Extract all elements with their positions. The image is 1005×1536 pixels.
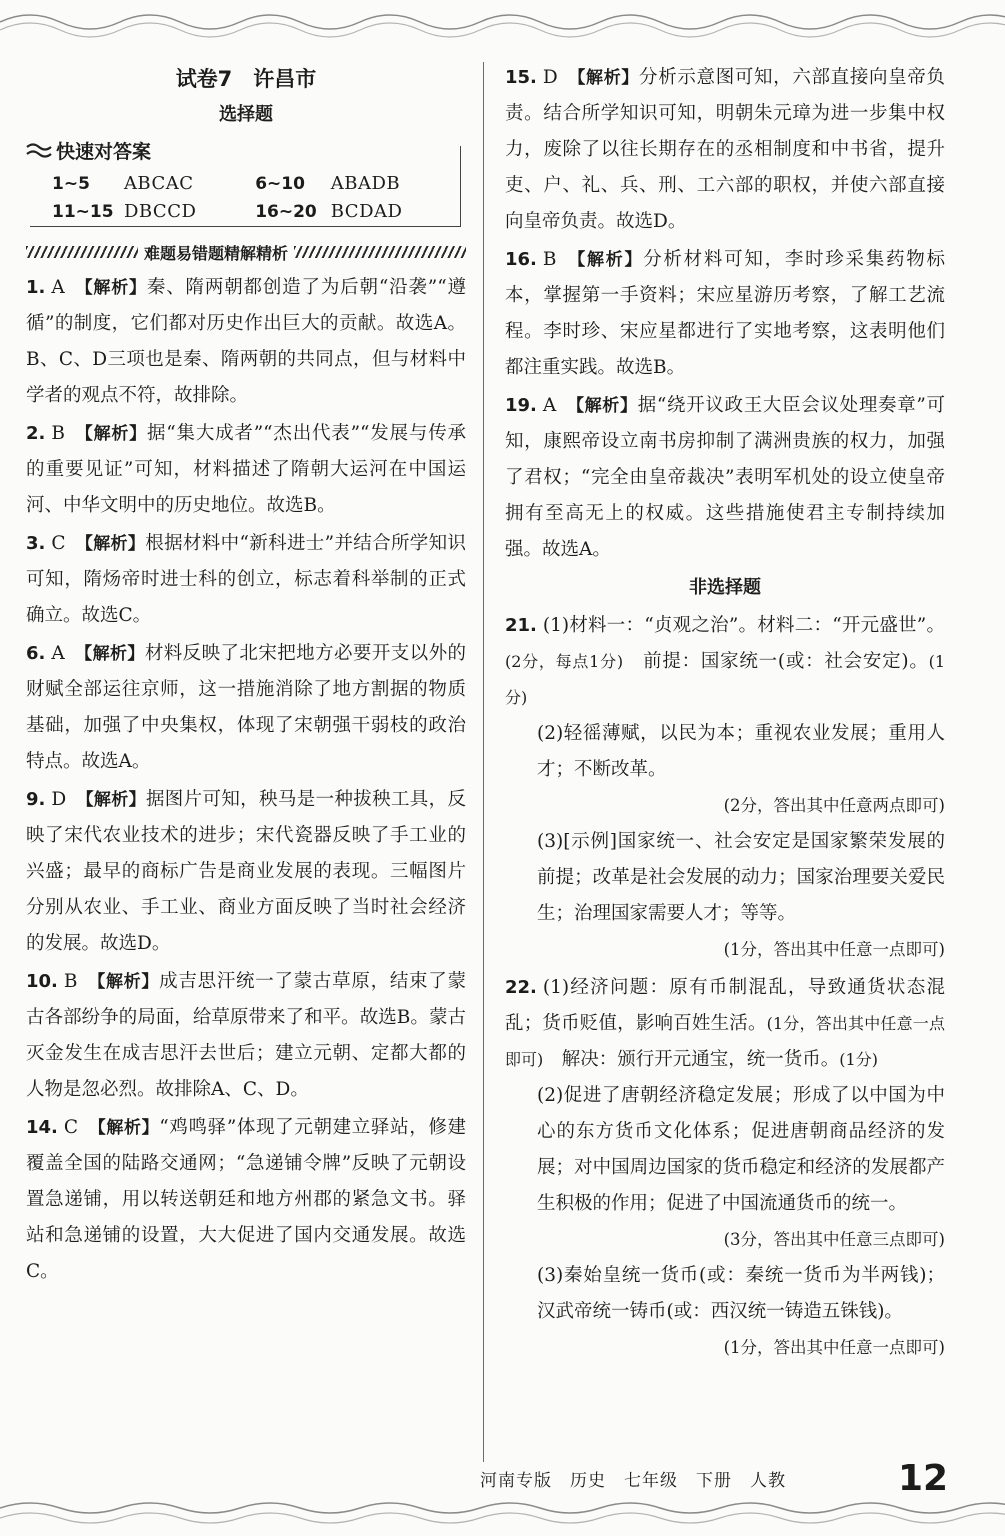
answer-item [505, 242, 945, 386]
item-number: 3. [26, 533, 46, 554]
top-wave-decoration [0, 0, 1005, 40]
answer-item [26, 782, 466, 962]
answer-item [505, 388, 945, 568]
answer-item [26, 416, 466, 524]
analysis-tag: 【解析】 [76, 790, 146, 810]
item-number: 6. [26, 643, 46, 664]
item-text: 分析示意图可知，六部直接向皇帝负责。结合所学知识可知，明朝朱元璋为进一步集中权力，废除了以往长期存在的丞相制度和中书省，提升吏、户、礼、兵、刑、工六部的职权，并使六部直接向皇帝负责。故选D。 [505, 67, 945, 232]
answer-letters: ABADB [330, 173, 401, 194]
q22-part1-note2: (1分) [839, 1050, 878, 1069]
quick-answer-row [52, 198, 462, 226]
q21-part2-note: (2分，答出其中任意两点即可) [723, 796, 945, 815]
column-divider [483, 62, 484, 1462]
item-number: 19. [505, 395, 537, 416]
answer-letters: BCDAD [330, 201, 403, 222]
item-text: 分析材料可知，李时珍采集药物标本，掌握第一手资料；宋应星游历考察，了解工艺流程。李时珍、宋应星都进行了实地考察，这表明他们都注重实践。故选B。 [505, 249, 945, 378]
answer-item [505, 60, 945, 240]
q22-part2-note: (3分，答出其中任意三点即可) [723, 1230, 945, 1249]
item-answer: A [51, 643, 65, 664]
item-text: 据图片可知，秧马是一种拔秧工具，反映了宋代农业技术的进步；宋代瓷器反映了手工业的兴盛；最早的商标广告是商业发展的表现。三幅图片分别从农业、手工业、商业方面反映了当时社会经济的发展。故选D。 [26, 789, 466, 954]
item-number: 14. [26, 1117, 58, 1138]
hatch-decoration [294, 246, 466, 258]
item-number: 9. [26, 789, 46, 810]
q21-part3: (3)[示例]国家统一、社会安定是国家繁荣发展的前提；改革是社会发展的动力；国家治理要关爱民生；治理国家需要人才；等等。 [537, 831, 945, 924]
analysis-tag: 【解析】 [566, 396, 638, 416]
item-text: 材料反映了北宋把地方必要开支以外的财赋全部运往京师，这一措施消除了地方割据的物质基础，加强了中央集权，体现了宋朝强干弱枝的政治特点。故选A。 [26, 643, 467, 772]
analysis-tag: 【解析】 [88, 1118, 160, 1138]
item-text: 秦、隋两朝都创造了为后朝“沿袭”“遵循”的制度，它们都对历史作出巨大的贡献。故选A。B、C、D三项也是秦、隋两朝的共同点，但与材料中学者的观点不符，故排除。 [26, 277, 467, 406]
item-text: 根据材料中“新科进士”并结合所学知识可知，隋炀帝时进士科的创立，标志着科举制的正式确立。故选C。 [26, 533, 466, 626]
item-number: 1. [26, 277, 46, 298]
question-21 [505, 608, 945, 716]
item-answer: A [51, 277, 65, 298]
item-number: 22. [505, 977, 537, 998]
answer-item [26, 526, 466, 634]
q21-part2: (2)轻徭薄赋，以民为本；重视农业发展；重用人才；不断改革。 [537, 723, 945, 780]
item-text: 据“绕开议政王大臣会议处理奏章”可知，康熙帝设立南书房抑制了满洲贵族的权力，加强了君权；“完全由皇帝裁决”表明军机处的设立使皇帝拥有至高无上的权威。这些措施使君主专制持续加强。故选A。 [505, 395, 946, 560]
bottom-wave-decoration [0, 1496, 1005, 1536]
item-number: 10. [26, 971, 58, 992]
item-answer: C [63, 1117, 79, 1138]
answer-item [26, 964, 466, 1108]
analysis-tag: 【解析】 [566, 250, 644, 270]
answer-range: 6~10 [255, 174, 305, 194]
item-answer: B [51, 423, 65, 444]
hard-questions-heading [26, 236, 466, 268]
q21-part3-note: (1分，答出其中任意一点即可) [723, 940, 945, 959]
item-number: 15. [505, 67, 537, 88]
quick-answer-box [26, 136, 466, 228]
q22-part1-rest: 解决：颁行开元通宝，统一货币。 [543, 1049, 840, 1070]
item-answer: C [51, 533, 66, 554]
answer-range: 16~20 [255, 202, 317, 222]
answer-letters: DBCCD [123, 201, 197, 222]
answer-item [26, 270, 466, 414]
question-22 [505, 970, 945, 1078]
analysis-tag: 【解析】 [74, 278, 147, 298]
analysis-tag: 【解析】 [74, 644, 145, 664]
item-answer: B [63, 971, 78, 992]
answer-range: 11~15 [52, 202, 114, 222]
analysis-tag: 【解析】 [87, 972, 160, 992]
q21-part1-note: (2分，每点1分) [505, 652, 624, 671]
item-text: 据“集大成者”“杰出代表”“发展与传承的重要见证”可知，材料描述了隋朝大运河在中国运河、中华文明中的历史地位。故选B。 [26, 423, 466, 516]
item-answer: B [542, 249, 557, 270]
section-nonchoice-heading: 非选择题 [689, 577, 761, 598]
q21-part1-note2: (1分) [505, 652, 945, 707]
analysis-tag: 【解析】 [75, 534, 146, 554]
footer-edition: 河南专版 历史 七年级 下册 人教 [480, 1471, 786, 1491]
item-number: 2. [26, 423, 46, 444]
left-column [26, 60, 466, 1290]
analysis-tag: 【解析】 [74, 424, 147, 444]
section-choice-heading: 选择题 [219, 104, 273, 125]
item-answer: D [51, 789, 67, 810]
quick-answer-rows [52, 170, 462, 226]
page-footer [0, 1460, 1005, 1500]
item-text: 成吉思汗统一了蒙古草原，结束了蒙古各部纷争的局面，给草原带来了和平。故选B。蒙古灭金发生在成吉思汗去世后；建立元朝、定都大都的人物是忽必烈。故排除A、C、D。 [26, 971, 466, 1100]
q21-part1: (1)材料一：“贞观之治”。材料二：“开元盛世”。 [542, 615, 945, 636]
quick-answer-row [52, 170, 462, 198]
item-text: “鸡鸣驿”体现了元朝建立驿站，修建覆盖全国的陆路交通网；“急递铺令牌”反映了元朝设置急递铺，用以转送朝廷和地方州郡的紧急文书。驿站和急递铺的设置，大大促进了国内交通发展。故选C。 [26, 1117, 467, 1282]
item-answer: D [542, 67, 558, 88]
q21-part1-rest: 前提：国家统一(或：社会安定)。 [623, 651, 929, 672]
hard-questions-title: 难题易错题精解精析 [144, 243, 289, 263]
q22-part3: (3)秦始皇统一货币(或：秦统一货币为半两钱)；汉武帝统一铸币(或：西汉统一铸造五铢钱)。 [537, 1265, 945, 1322]
item-answer: A [542, 395, 557, 416]
hatch-decoration [26, 246, 138, 258]
item-number: 16. [505, 249, 537, 270]
answer-item [26, 1110, 466, 1290]
q22-part3-note: (1分，答出其中任意一点即可) [723, 1338, 945, 1357]
page-number: 12 [898, 1458, 949, 1499]
page-title: 试卷7 许昌市 [175, 67, 317, 91]
right-column [505, 60, 945, 1366]
q22-part1-note: (1分，答出其中任意一点即可) [505, 1014, 945, 1069]
q22-part1: (1)经济问题：原有币制混乱，导致通货状态混乱；货币贬值，影响百姓生活。 [505, 977, 945, 1034]
analysis-tag: 【解析】 [567, 68, 640, 88]
answer-letters: ABCAC [123, 173, 194, 194]
answer-item [26, 636, 466, 780]
answer-range: 1~5 [52, 174, 90, 194]
quick-answer-title-text: 快速对答案 [56, 140, 152, 163]
q22-part2: (2)促进了唐朝经济稳定发展；形成了以中国为中心的东方货币文化体系；促进唐朝商品经济的发展；对中国周边国家的货币稳定和经济的发展都产生积极的作用；促进了中国流通货币的统一。 [537, 1085, 945, 1214]
item-number: 21. [505, 615, 537, 636]
